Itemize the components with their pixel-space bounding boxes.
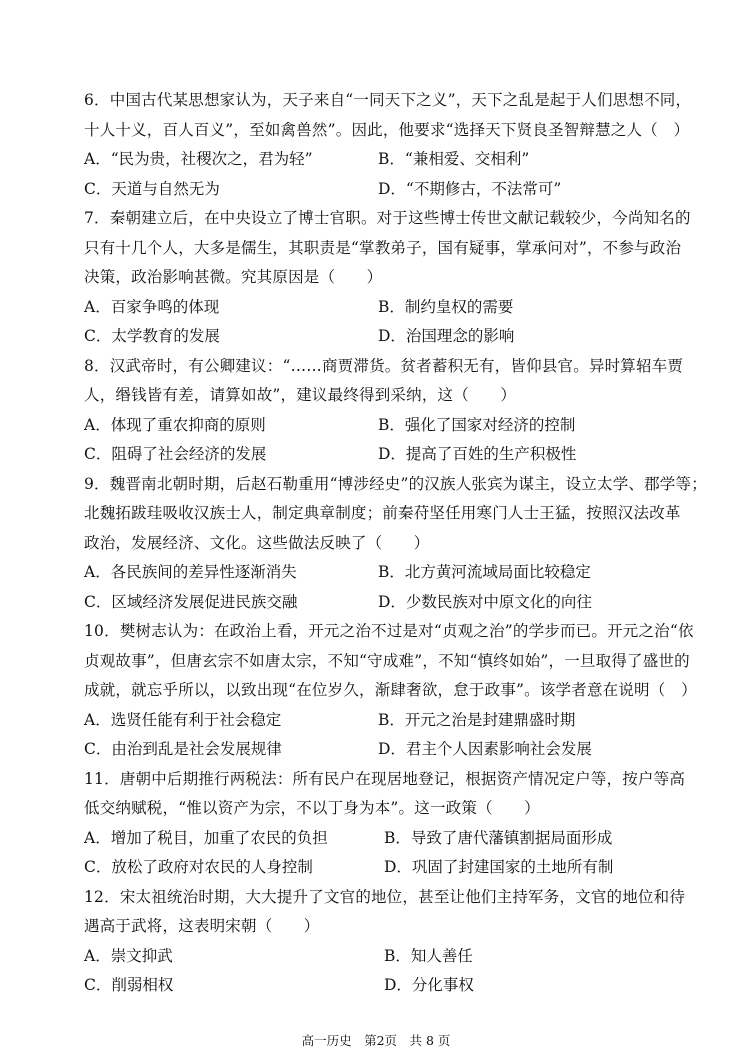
option-c: C．放松了政府对农民的人身控制 xyxy=(84,858,313,876)
option-a: A．崇文抑武 xyxy=(84,946,173,965)
option-d: D．君主个人因素影响社会发展 xyxy=(378,740,592,758)
question-12-options-row-1 xyxy=(84,942,672,972)
option-d: D．治国理念的影响 xyxy=(378,327,515,345)
option-b: B．强化了国家对经济的控制 xyxy=(378,415,576,434)
option-d: D．少数民族对中原文化的向往 xyxy=(378,592,592,611)
question-7-line-3: 决策，政治影响甚微。究其原因是（ ） xyxy=(84,268,383,286)
option-b: B．“兼相爱、交相利” xyxy=(378,150,530,168)
option-b: B．开元之治是封建鼎盛时期 xyxy=(378,710,576,729)
question-11-options-row-2 xyxy=(84,853,672,883)
question-12-options-row-2 xyxy=(84,971,672,1001)
option-b: B．制约皇权的需要 xyxy=(378,297,514,316)
question-8-line-1: 8．汉武帝时，有公卿建议：“……商贾滞货。贫者蓄积无有，皆仰县官。异时算轺车贾 xyxy=(84,356,684,375)
question-11-options-row-1 xyxy=(84,824,672,854)
question-10-options-row-1 xyxy=(84,706,672,736)
question-10-line-3: 成就，就忘乎所以，以致出现“在位岁久，渐肆奢欲，怠于政事”。该学者意在说明（ ） xyxy=(84,681,697,699)
option-c: C．区域经济发展促进民族交融 xyxy=(84,592,298,611)
question-11 xyxy=(84,765,686,883)
question-6-options-row-2 xyxy=(84,175,672,205)
option-d: D．巩固了封建国家的土地所有制 xyxy=(384,858,614,876)
option-c: C．削弱相权 xyxy=(84,976,174,994)
option-d: D．“不期修古，不法常可” xyxy=(378,179,562,198)
option-a: A．百家争鸣的体现 xyxy=(84,297,220,316)
question-8 xyxy=(84,352,684,470)
option-a: A．体现了重农抑商的原则 xyxy=(84,415,266,434)
question-10-options-row-2 xyxy=(84,735,672,765)
question-12-line-1: 12．宋太祖统治时期，大大提升了文官的地位，甚至让他们主持军务，文官的地位和待 xyxy=(84,887,686,906)
question-8-line-2: 人，缗钱皆有差，请算如故”，建议最终得到采纳，这（ ） xyxy=(84,386,517,404)
option-a: A．各民族间的差异性逐渐消失 xyxy=(84,563,297,581)
option-b: B．导致了唐代藩镇割据局面形成 xyxy=(384,828,613,847)
option-d: D．提高了百姓的生产积极性 xyxy=(378,445,577,463)
question-10-line-2: 贞观故事”，但唐玄宗不如唐太宗，不知“守成难”，不知“慎终如始”，一旦取得了盛世的 xyxy=(84,651,690,670)
question-7-line-1: 7．秦朝建立后，在中央设立了博士官职。对于这些博士传世文献记载较少，今尚知名的 xyxy=(84,209,691,227)
question-8-options-row-1 xyxy=(84,411,672,441)
question-12 xyxy=(84,883,686,1001)
question-9-options-row-2 xyxy=(84,588,672,618)
question-6-line-2: 十人十义，百人百义”，至如禽兽然”。因此，他要求“选择天下贤良圣智辩慧之人（ ） xyxy=(84,120,690,139)
question-6 xyxy=(84,86,692,204)
question-9 xyxy=(84,470,707,618)
option-c: C．太学教育的发展 xyxy=(84,327,220,345)
question-6-line-1: 6．中国古代某思想家认为，天子来自“一同天下之义”，天下之乱是起于人们思想不同， xyxy=(84,91,692,109)
question-9-line-3: 政治，发展经济、文化。这些做法反映了（ ） xyxy=(84,533,430,552)
question-10 xyxy=(84,617,697,765)
question-9-line-2: 北魏拓跋珪吸收汉族士人，制定典章制度；前秦苻坚任用寒门人士王猛，按照汉法改革 xyxy=(84,504,681,522)
question-12-line-2: 遇高于武将，这表明宋朝（ ） xyxy=(84,917,320,935)
option-b: B．北方黄河流域局面比较稳定 xyxy=(378,563,591,581)
question-8-options-row-2 xyxy=(84,440,672,470)
option-d: D．分化事权 xyxy=(384,976,474,994)
question-10-line-1: 10．樊树志认为：在政治上看，开元之治不过是对“贞观之治”的学步而已。开元之治“依 xyxy=(84,622,694,640)
option-a: A．增加了税目，加重了农民的负担 xyxy=(84,828,328,847)
question-9-line-1: 9．魏晋南北朝时期，后赵石勒重用“博涉经史”的汉族人张宾为谋主，设立太学、郡学等； xyxy=(84,474,707,493)
question-11-line-1: 11．唐朝中后期推行两税法：所有民户在现居地登记，根据资产情况定户等，按户等高 xyxy=(84,769,686,788)
question-6-options-row-1 xyxy=(84,145,672,175)
option-c: C．天道与自然无为 xyxy=(84,179,220,198)
question-7-line-2: 只有十几个人，大多是儒生，其职责是“掌教弟子，国有疑事，掌承问对”，不参与政治 xyxy=(84,238,682,257)
option-c: C．阻碍了社会经济的发展 xyxy=(84,445,267,463)
option-a: A．“民为贵，社稷次之，君为轻” xyxy=(84,150,313,168)
question-list xyxy=(84,86,707,1001)
option-a: A．选贤任能有利于社会稳定 xyxy=(84,710,282,729)
option-c: C．由治到乱是社会发展规律 xyxy=(84,740,282,758)
question-7 xyxy=(84,204,691,352)
question-9-options-row-1 xyxy=(84,558,672,588)
question-7-options-row-2 xyxy=(84,322,672,352)
page-footer: 高一历史 第2页 共 8 页 xyxy=(301,1033,451,1048)
option-b: B．知人善任 xyxy=(384,946,473,965)
question-11-line-2: 低交纳赋税，“惟以资产为宗，不以丁身为本”。这一政策（ ） xyxy=(84,799,540,817)
question-7-options-row-1 xyxy=(84,293,672,323)
